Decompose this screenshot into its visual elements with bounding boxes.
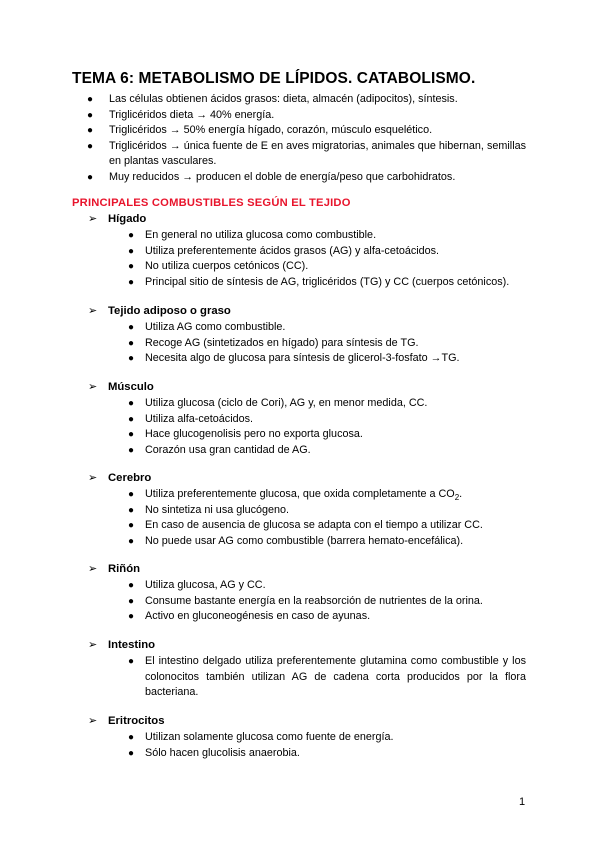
- tissue-bullet-text: Utiliza glucosa, AG y CC.: [145, 579, 266, 591]
- tissue-bullet: [128, 730, 526, 746]
- tissue-bullet-text: Hace glucogenolisis pero no exporta glucosa.: [145, 428, 363, 440]
- tissue-heading-rinon: [88, 562, 140, 575]
- bullet-dot-icon: ●: [128, 732, 135, 743]
- tissue-bullet: [128, 228, 526, 244]
- arrow-bullet-icon: ➢: [88, 381, 98, 393]
- tissue-heading-musculo: [88, 380, 154, 393]
- tissue-name: Tejido adiposo o graso: [108, 305, 231, 317]
- bullet-dot-icon: ●: [128, 398, 135, 409]
- bullet-dot-icon: ●: [128, 230, 135, 241]
- tissue-bullet: [128, 443, 526, 459]
- tissue-bullet: [128, 654, 526, 701]
- intro-bullet: [87, 170, 526, 186]
- tissue-heading-intestino: [88, 638, 155, 651]
- intro-bullet-text: Las células obtienen ácidos grasos: dieta, almacén (adipocitos), síntesis.: [109, 93, 458, 105]
- tissue-bullet-text: En caso de ausencia de glucosa se adapta con el tiempo a utilizar CC.: [145, 519, 483, 531]
- tissue-bullet-text: En general no utiliza glucosa como combustible.: [145, 229, 377, 241]
- co2-sentence: Utiliza preferentemente glucosa, que oxida completamente a CO: [145, 488, 455, 500]
- bullet-dot-icon: ●: [87, 171, 94, 183]
- arrow-bullet-icon: ➢: [88, 213, 98, 225]
- bullet-dot-icon: ●: [128, 261, 135, 272]
- tissue-bullet-text: Utiliza alfa-cetoácidos.: [145, 412, 254, 425]
- tissue-bullet: [128, 594, 526, 610]
- tissue-bullet: [128, 578, 526, 594]
- tissue-bullet-text: Corazón usa gran cantidad de AG.: [145, 443, 311, 456]
- tissue-bullet-text: Necesita algo de glucosa para síntesis de glicerol-3-fosfato →TG.: [145, 352, 460, 364]
- tissue-bullet: [128, 412, 526, 428]
- tissue-bullet: [128, 503, 526, 519]
- tissue-bullet: [128, 534, 526, 550]
- page-title: TEMA 6: METABOLISMO DE LÍPIDOS. CATABOLISMO.: [72, 70, 476, 87]
- co2-subscript: 2: [454, 493, 460, 503]
- bullet-dot-icon: ●: [87, 109, 94, 121]
- tissue-bullet-text: Utiliza preferentemente ácidos grasos (AG) y alfa-cetoácidos.: [145, 244, 440, 257]
- tissue-bullet: [128, 427, 526, 443]
- intro-bullet-text: Triglicéridos → única fuente de E en aves migratorias, animales que hibernan, semillas en plantas vasculares.: [109, 139, 526, 167]
- tissue-bullet: [128, 244, 526, 260]
- intro-bullet: [87, 108, 526, 124]
- tissue-bullet-text: Consume bastante energía en la reabsorción de nutrientes de la orina.: [145, 594, 483, 607]
- tissue-name: Eritrocitos: [108, 715, 165, 727]
- bullet-dot-icon: ●: [128, 489, 135, 500]
- tissue-bullet-text: Activo en gluconeogénesis en caso de ayunas.: [145, 610, 371, 622]
- section-title: PRINCIPALES COMBUSTIBLES SEGÚN EL TEJIDO: [72, 197, 351, 209]
- tissue-bullet-text: Sólo hacen glucolisis anaerobia.: [145, 746, 300, 759]
- bullet-dot-icon: ●: [128, 535, 135, 547]
- tissue-bullet: [128, 351, 526, 367]
- intro-bullet: [87, 139, 526, 170]
- bullet-dot-icon: ●: [128, 276, 135, 288]
- tissue-bullet-text: No utiliza cuerpos cetónicos (CC).: [145, 260, 309, 272]
- bullet-dot-icon: ●: [128, 444, 135, 456]
- bullet-dot-icon: ●: [87, 94, 94, 105]
- tissue-bullet-text: No puede usar AG como combustible (barrera hemato-encefálica).: [145, 534, 464, 547]
- tissue-bullet: [128, 518, 526, 534]
- arrow-bullet-icon: ➢: [88, 715, 98, 727]
- tissue-bullet-text: No sintetiza ni usa glucógeno.: [145, 503, 290, 516]
- tissue-heading-eritrocitos: [88, 714, 165, 727]
- bullet-dot-icon: ●: [87, 140, 94, 152]
- intro-bullet-text: Muy reducidos → producen el doble de energía/peso que carbohidratos.: [109, 170, 456, 183]
- tissue-bullet-text: Utilizan solamente glucosa como fuente de energía.: [145, 731, 394, 743]
- intro-bullet-text: Triglicéridos → 50% energía hígado, corazón, músculo esquelético.: [109, 124, 433, 136]
- bullet-dot-icon: ●: [128, 322, 135, 333]
- page-number: 1: [519, 796, 526, 808]
- tissue-heading-tejido-adiposo: [88, 304, 231, 317]
- tissue-name: Músculo: [108, 381, 154, 393]
- bullet-dot-icon: ●: [128, 413, 135, 425]
- tissue-name: Hígado: [108, 213, 147, 225]
- bullet-dot-icon: ●: [128, 504, 135, 516]
- bullet-dot-icon: ●: [128, 429, 135, 440]
- intro-bullet-text: Triglicéridos dieta → 40% energía.: [109, 108, 275, 121]
- tissue-bullet: [128, 746, 526, 762]
- bullet-dot-icon: ●: [128, 580, 135, 591]
- tissue-bullet: [128, 320, 526, 336]
- tissue-heading-cerebro: [88, 471, 151, 484]
- tissue-name: Intestino: [108, 639, 156, 651]
- tissue-bullet: [128, 609, 526, 625]
- tissue-heading-higado: [88, 212, 146, 225]
- bullet-dot-icon: ●: [128, 611, 135, 622]
- tissue-bullet-text: Utiliza AG como combustible.: [145, 321, 286, 333]
- bullet-dot-icon: ●: [128, 245, 135, 257]
- bullet-dot-icon: ●: [128, 520, 135, 531]
- arrow-bullet-icon: ➢: [88, 563, 98, 575]
- bullet-dot-icon: ●: [128, 656, 135, 667]
- tissue-bullet: [128, 275, 538, 291]
- intro-bullet: [87, 123, 526, 139]
- tissue-bullet-text: Utiliza glucosa (ciclo de Cori), AG y, en menor medida, CC.: [145, 397, 428, 409]
- tissue-bullet-text: Recoge AG (sintetizados en hígado) para síntesis de TG.: [145, 336, 419, 349]
- intro-bullet: [87, 92, 526, 108]
- co2-suffix: .: [459, 488, 463, 500]
- bullet-dot-icon: ●: [128, 337, 135, 349]
- tissue-name: Cerebro: [108, 472, 152, 484]
- bullet-dot-icon: ●: [87, 125, 94, 136]
- tissue-bullet: [128, 336, 526, 352]
- tissue-name: Riñón: [108, 563, 140, 575]
- tissue-bullet: [128, 259, 526, 275]
- bullet-dot-icon: ●: [128, 747, 135, 759]
- arrow-bullet-icon: ➢: [88, 639, 98, 651]
- tissue-bullet: [128, 396, 526, 412]
- arrow-bullet-icon: ➢: [88, 305, 98, 317]
- bullet-dot-icon: ●: [128, 353, 135, 364]
- arrow-bullet-icon: ➢: [88, 472, 98, 484]
- tissue-bullet-text: Principal sitio de síntesis de AG, triglicéridos (TG) y CC (cuerpos cetónicos).: [145, 275, 510, 288]
- bullet-dot-icon: ●: [128, 595, 135, 607]
- tissue-bullet-text: El intestino delgado utiliza preferentemente glutamina como combustible y los colonocitos también utilizan AG de cadena corta producidos por la flora bacteriana.: [145, 655, 526, 698]
